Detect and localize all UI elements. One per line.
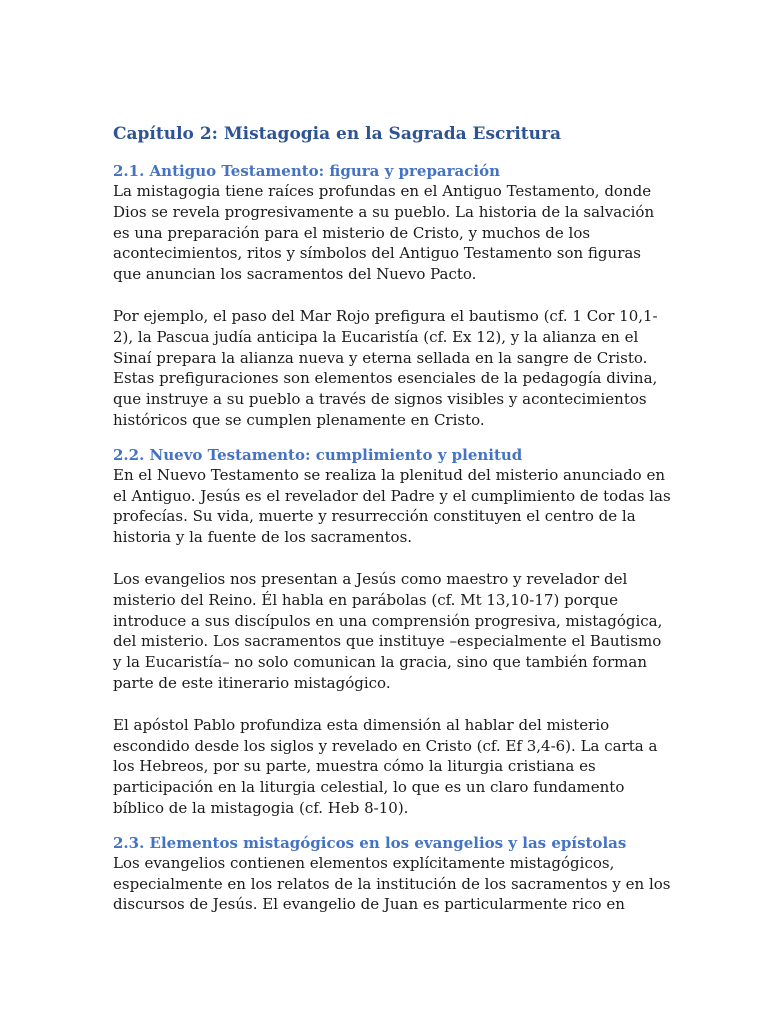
section-heading: 2.3. Elementos mistagógicos en los evangelios y las epístolas [113,833,627,852]
section-heading: 2.1. Antiguo Testamento: figura y preparación [113,162,501,180]
section-nuevo-testamento [113,445,673,819]
section-elementos-mistagogicos [113,833,673,915]
chapter-title: Capítulo 2: Mistagogia en la Sagrada Escritura [113,124,561,144]
paragraph: Los evangelios contienen elementos explícitamente mistagógicos, especialmente en los relatos de la institución de los sacramentos y en los discursos de Jesús. El evangelio de Juan es particularmente rico en [113,853,671,914]
paragraph: Por ejemplo, el paso del Mar Rojo prefigura el bautismo (cf. 1 Cor 10,1-2), la Pascua judía anticipa la Eucaristía (cf. Ex 12), y la alianza en el Sinaí prepara la alianza nueva y eterna sellada en la sangre de Cristo. Estas prefiguraciones son elementos esenciales de la pedagogía divina, que instruye a su pueblo a través de signos visibles y acontecimientos históricos que se cumplen plenamente en Cristo. [113,306,658,429]
paragraph: El apóstol Pablo profundiza esta dimensión al hablar del misterio escondido desde los siglos y revelado en Cristo (cf. Ef 3,4-6). La carta a los Hebreos, por su parte, muestra cómo la liturgia cristiana es participación en la liturgia celestial, lo que es un claro fundamento bíblico de la mistagogia (cf. Heb 8-10). [113,715,658,817]
document-page [113,120,673,915]
paragraph: La mistagogia tiene raíces profundas en el Antiguo Testamento, donde Dios se revela progresivamente a su pueblo. La historia de la salvación es una preparación para el misterio de Cristo, y muchos de los acontecimientos, ritos y símbolos del Antiguo Testamento son figuras que anuncian los sacramentos del Nuevo Pacto. [113,182,655,284]
section-antiguo-testamento [113,161,673,431]
paragraph: En el Nuevo Testamento se realiza la plenitud del misterio anunciado en el Antiguo. Jesús es el revelador del Padre y el cumplimiento de todas las profecías. Su vida, muerte y resurrección constituyen el centro de la historia y la fuente de los sacramentos. [113,465,671,547]
section-heading: 2.2. Nuevo Testamento: cumplimiento y plenitud [113,445,523,464]
paragraph: Los evangelios nos presentan a Jesús como maestro y revelador del misterio del Reino. Él habla en parábolas (cf. Mt 13,10-17) porque introduce a sus discípulos en una comprensión progresiva, mistagógica, del misterio. Los sacramentos que instituye –especialmente el Bautismo y la Eucaristía– no solo comunican la gracia, sino que también forman parte de este itinerario mistagógico. [113,569,663,692]
